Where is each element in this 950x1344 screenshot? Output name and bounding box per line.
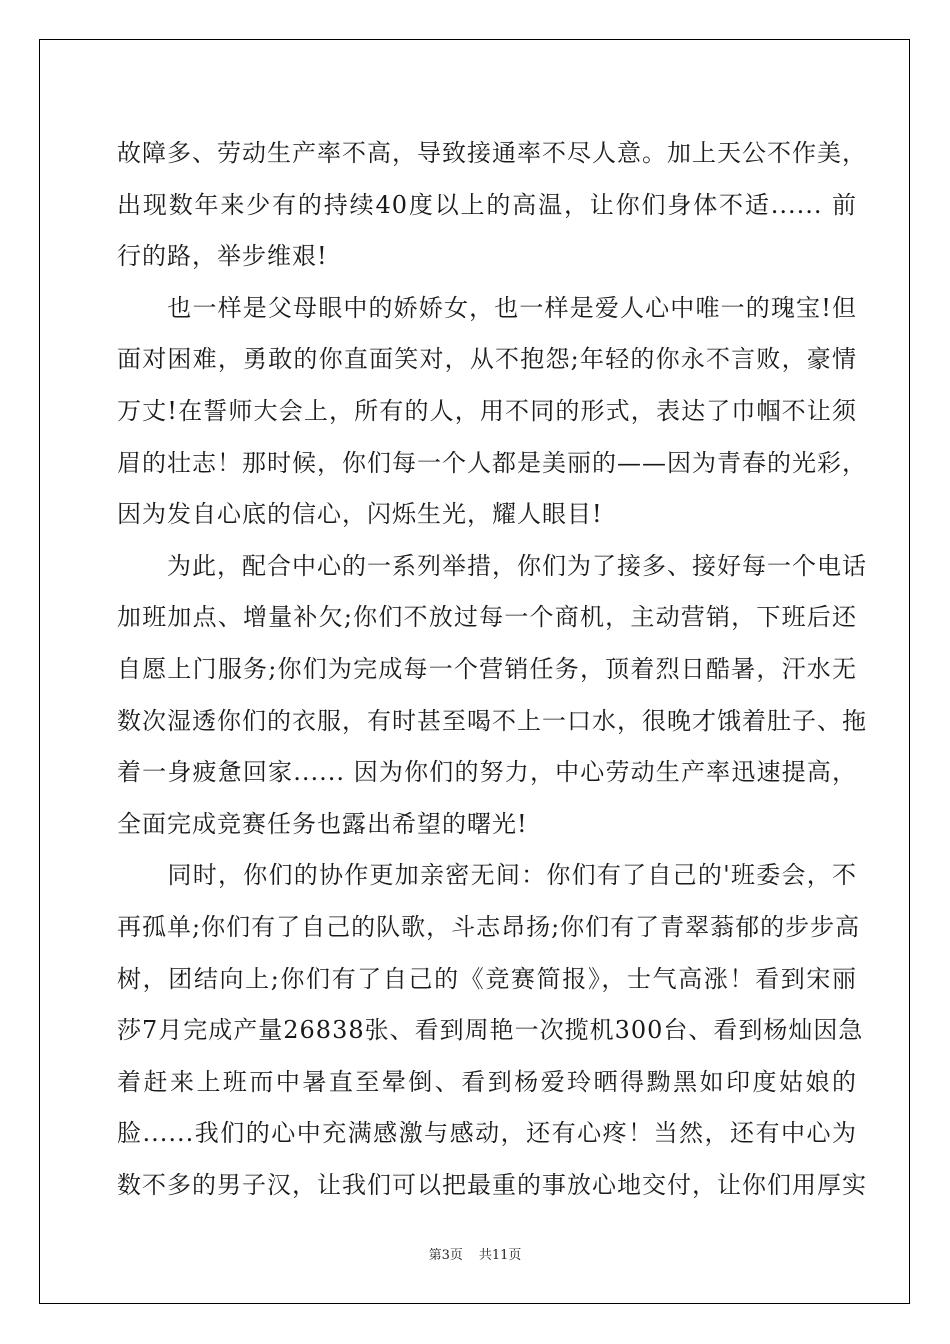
text-line: 着一身疲惫回家...... 因为你们的努力，中心劳动生产率迅速提高，	[117, 758, 857, 787]
text-line: 面对困难，勇敢的你直面笑对，从不抱怨;年轻的你永不言败，豪情	[117, 345, 857, 374]
text-line: 莎7月完成产量26838张、看到周艳一次揽机300台、看到杨灿因急	[117, 1016, 864, 1045]
text-line: 眉的壮志！那时候，你们每一个人都是美丽的——因为青春的光彩，	[117, 448, 867, 477]
text-line: 万丈!在誓师大会上，所有的人，用不同的形式，表达了巾帼不让须	[117, 396, 857, 425]
text-line: 为此，配合中心的一系列举措，你们为了接多、接好每一个电话	[117, 551, 867, 580]
text-line: 数不多的男子汉，让我们可以把最重的事放心地交付，让你们用厚实	[117, 1170, 867, 1199]
page-number: 第3页	[428, 1248, 463, 1263]
text-line: 也一样是父母眼中的娇娇女，也一样是爱人心中唯一的瑰宝!但	[117, 293, 857, 322]
text-line: 脸......我们的心中充满感激与感动，还有心疼！当然，还有中心为	[117, 1119, 857, 1148]
text-line: 再孤单;你们有了自己的队歌，斗志昂扬;你们有了青翠蓊郁的步步高	[117, 912, 861, 941]
text-line: 树，团结向上;你们有了自己的《竞赛简报》，士气高涨！看到宋丽	[117, 964, 857, 993]
text-line: 着赶来上班而中暑直至晕倒、看到杨爱玲晒得黝黑如印度姑娘的	[117, 1067, 857, 1096]
text-line: 出现数年来少有的持续40度以上的高温，让你们身体不适...... 前	[117, 190, 857, 219]
text-line: 全面完成竞赛任务也露出希望的曙光!	[117, 809, 528, 838]
document-body	[117, 128, 867, 1211]
text-line: 数次湿透你们的衣服，有时甚至喝不上一口水，很晚才饿着肚子、拖	[117, 706, 867, 735]
text-line: 加班加点、增量补欠;你们不放过每一个商机，主动营销，下班后还	[117, 603, 857, 632]
text-line: 行的路，举步维艰!	[117, 242, 328, 271]
text-line: 故障多、劳动生产率不高，导致接通率不尽人意。加上天公不作美，	[117, 139, 867, 167]
text-line: 同时，你们的协作更加亲密无间：你们有了自己的'班委会，不	[117, 861, 857, 890]
page-footer	[0, 1244, 950, 1263]
text-line: 自愿上门服务;你们为完成每一个营销任务，顶着烈日酷暑，汗水无	[117, 654, 857, 683]
text-line: 因为发自心底的信心，闪烁生光，耀人眼目!	[117, 500, 603, 529]
page-total: 共11页	[478, 1248, 522, 1263]
